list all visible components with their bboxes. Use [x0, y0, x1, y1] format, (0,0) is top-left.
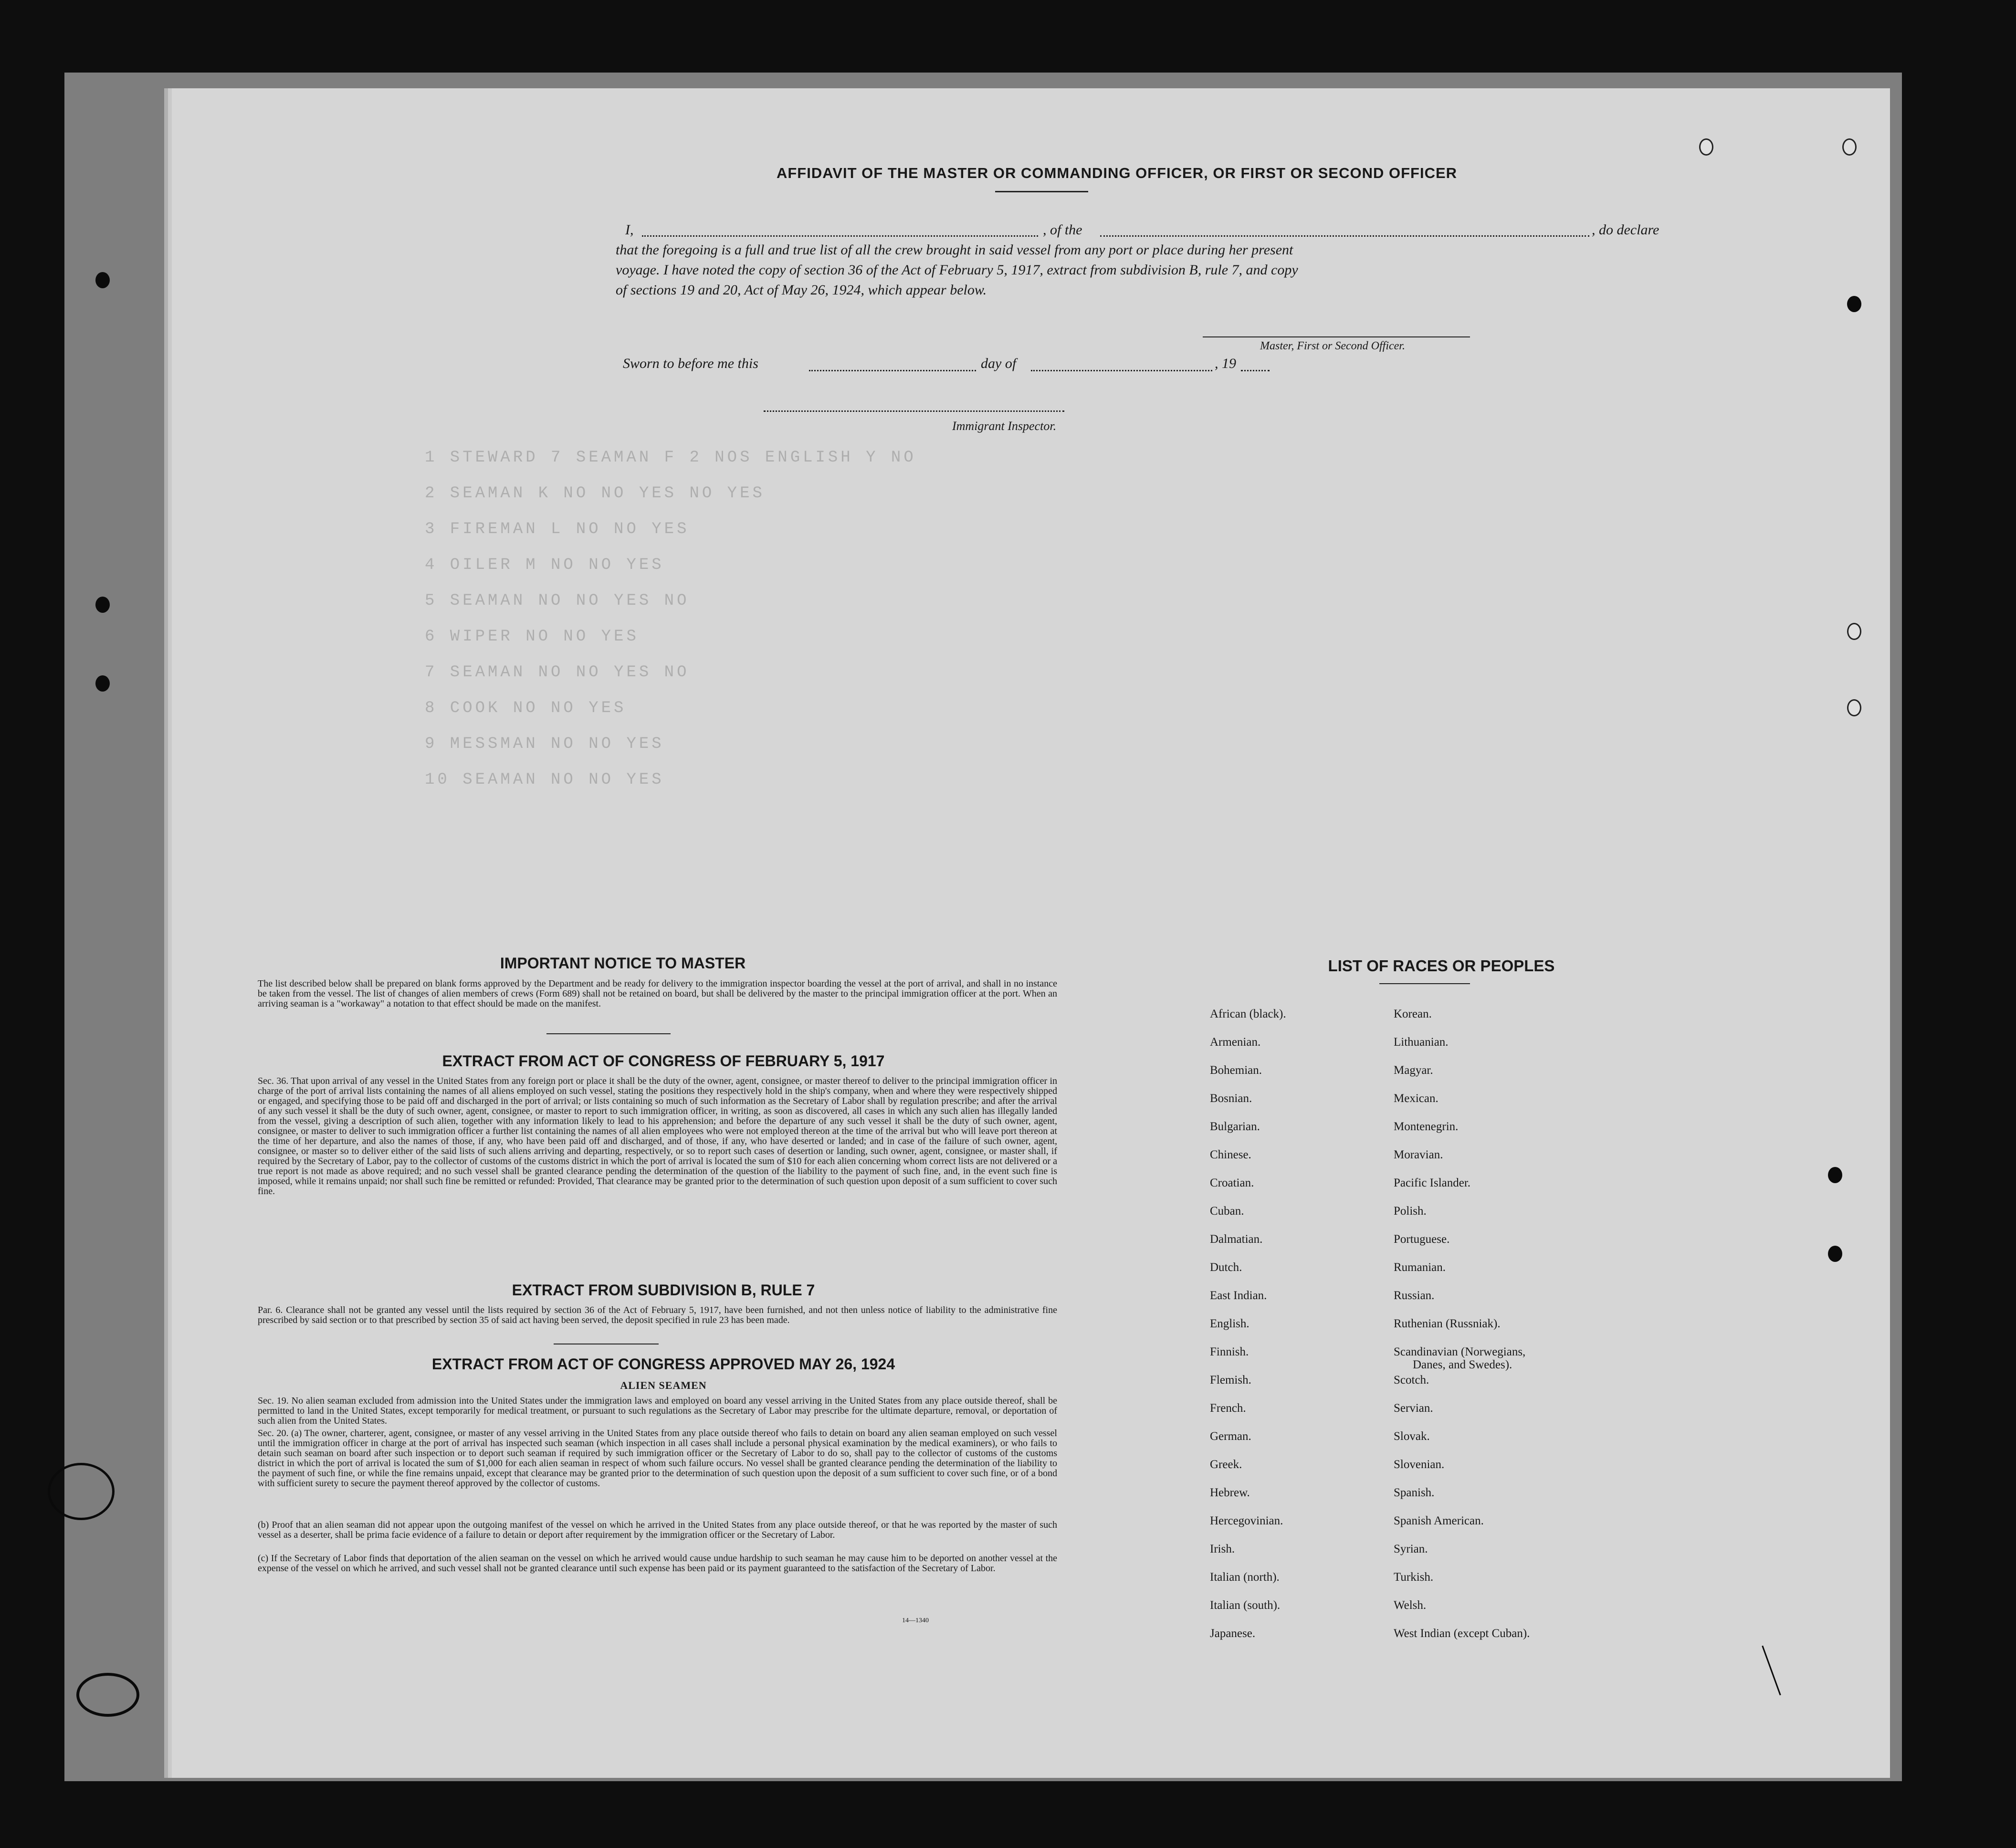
subdivision-b-body: Par. 6. Clearance shall not be granted any vessel until the lists required by section 36 of the Act of February 5, 1917, have been furnished, and not then unless notice of liability to the administrative fine prescribed by said section or to that prescribed by section 35 of said act having been served, the deposit specified in rule 23 has been made.	[258, 1305, 1057, 1325]
race-item: East Indian.	[1210, 1289, 1267, 1302]
race-item: Spanish.	[1394, 1486, 1435, 1499]
inspector-signature-line[interactable]	[764, 410, 1064, 412]
race-item: Dalmatian.	[1210, 1233, 1263, 1246]
sworn-day-blank[interactable]	[809, 370, 976, 371]
races-column-2	[1394, 1000, 1530, 1648]
race-item: Moravian.	[1394, 1148, 1443, 1161]
master-signature-label: Master, First or Second Officer.	[1260, 340, 1405, 352]
punch-hole	[95, 597, 110, 613]
race-item: Italian (south).	[1210, 1599, 1281, 1612]
handwritten-mark	[76, 1673, 139, 1717]
punch-hole	[95, 272, 110, 288]
race-item: Servian.	[1394, 1402, 1433, 1415]
race-item: Irish.	[1210, 1543, 1235, 1555]
punch-hole	[1847, 699, 1861, 716]
race-item: Scotch.	[1394, 1374, 1429, 1386]
punch-hole	[1828, 1246, 1842, 1262]
race-item	[1394, 1338, 1530, 1371]
race-item: Bosnian.	[1210, 1092, 1252, 1105]
master-signature-line[interactable]	[1203, 336, 1470, 337]
sworn-year-blank[interactable]	[1241, 370, 1270, 371]
handwritten-mark	[48, 1463, 115, 1520]
race-item: Syrian.	[1394, 1543, 1428, 1555]
race-item: German.	[1210, 1430, 1251, 1443]
race-item: Croatian.	[1210, 1176, 1254, 1189]
race-item: French.	[1210, 1402, 1246, 1415]
race-item: Mexican.	[1394, 1092, 1438, 1105]
race-item: Hercegovinian.	[1210, 1514, 1283, 1527]
affidavit-title: AFFIDAVIT OF THE MASTER OR COMMANDING OFFICER, OR FIRST OR SECOND OFFICER	[776, 165, 1458, 181]
punch-hole	[1842, 138, 1857, 156]
divider	[546, 1033, 671, 1034]
sworn-month-blank[interactable]	[1031, 370, 1212, 371]
race-item: Flemish.	[1210, 1374, 1251, 1386]
extract-1924-sec20a: Sec. 20. (a) The owner, charterer, agent, consignee, or master of any vessel arriving in the United States from any place outside thereof who fails to detain on board any alien seaman employed on such vessel until the immigration officer in charge at the port of arrival has inspected such seaman (which inspection in all cases shall include a personal physical examination by the medical examiners), or who fails to detain such seaman on board after such inspection or to deport such seaman if required by such immigration officer or the Secretary of Labor to do so, shall pay to the collector of customs of the customs district in which the port of arrival is located the sum of $1,000 for each alien seaman in respect of whom such failure occurs. No vessel shall be granted clearance pending the determination of the liability to the payment of such fine, or while the fine remains unpaid, except that clearance may be granted prior to the determination of such question upon the deposit of a sum sufficient to cover such fine, or of a bond with sufficient surety to secure the payment thereof approved by the collector of customs.	[258, 1428, 1057, 1489]
punch-hole	[1828, 1167, 1842, 1183]
race-item: Rumanian.	[1394, 1261, 1446, 1274]
race-item: Lithuanian.	[1394, 1036, 1449, 1049]
sworn-label: Sworn to before me this	[623, 356, 758, 371]
ghost-row: 8 COOK NO NO YES	[425, 699, 627, 717]
name-blank[interactable]	[642, 235, 1038, 237]
race-item: Slovak.	[1394, 1430, 1430, 1443]
extract-1917-title: EXTRACT FROM ACT OF CONGRESS OF FEBRUARY 5, 1917	[442, 1052, 885, 1070]
extract-1924-sec20c: (c) If the Secretary of Labor finds that deportation of the alien seaman on the vessel on which he arrived would cause undue hardship to such seaman he may cause him to be deported on another vessel at the expense of the vessel on which he arrived, and such vessel shall not be granted clearance until such expense has been paid or its payment guaranteed to the satisfaction of the Secretary of Labor.	[258, 1553, 1057, 1574]
race-item: Pacific Islander.	[1394, 1176, 1471, 1189]
race-item: Chinese.	[1210, 1148, 1251, 1161]
extract-1917-body: Sec. 36. That upon arrival of any vessel in the United States from any foreign port or place it shall be the duty of the owner, agent, consignee, or master thereof to deliver to the principal immigration officer in charge of the port of arrival lists containing the names of all aliens employed on such vessel, stating the positions they respectively hold in the ship's company, when and where they were respectively shipped or engaged, and specifying those to be paid off and discharged in the port of arrival; or lists containing so much of such information as the Secretary of Labor shall by regulation prescribe; and after the arrival of any such vessel it shall be the duty of such owner, agent, consignee, or master to report to such immigration officer, in writing, as soon as discovered, all cases in which any such alien has illegally landed from the vessel, giving a description of such alien, together with any information likely to lead to his apprehension; and before the departure of any such vessel it shall be the duty of such owner, agent, consignee, or master to deliver to such immigration officer a further list containing the names of all alien employees who were not employed thereon at the time of the arrival but who will leave port thereon at the time of her departure, and also the names of those, if any, who have been paid off and discharged, and of those, if any, who have deserted or landed; and in case of the failure of such owner, agent, consignee, or master so to deliver either of the said lists of such aliens arriving and departing, respectively, or so to report such cases of desertion or landing, such owner, agent, consignee, or master shall, if required by the Secretary of Labor, pay to the collector of customs of the customs district in which the port of arrival is located the sum of $10 for each alien concerning whom correct lists are not delivered or a true report is not made as above required; and no such vessel shall be granted clearance pending the determination of the question of the liability to the payment of such fine, and, in the event such fine is imposed, while it remains unpaid; nor shall such fine be remitted or refunded: Provided, That clearance may be granted prior to the determination of such question upon deposit of a sum sufficient to cover such fine.	[258, 1076, 1057, 1197]
race-item: Hebrew.	[1210, 1486, 1250, 1499]
ghost-row: 6 WIPER NO NO YES	[425, 628, 639, 646]
race-item: Greek.	[1210, 1458, 1242, 1471]
race-item: African (black).	[1210, 1008, 1286, 1020]
race-item: Slovenian.	[1394, 1458, 1445, 1471]
affidavit-line3: voyage. I have noted the copy of section 36 of the Act of February 5, 1917, extract from subdivision B, rule 7, and copy	[616, 262, 1298, 278]
race-item: Finnish.	[1210, 1345, 1249, 1358]
notice-body: The list described below shall be prepared on blank forms approved by the Department and be ready for delivery to the immigration inspector boarding the vessel at the port of arrival, and shall in no instance be taken from the vessel. The list of changes of alien members of crews (Form 689) shall not be retained on board, but shall be delivered by the master to the principal immigration officer at the port. When an arriving seaman is a "workaway" a notation to that effect should be made on the manifest.	[258, 978, 1057, 1009]
race-item: Portuguese.	[1394, 1233, 1450, 1246]
race-item: Welsh.	[1394, 1599, 1427, 1612]
ghost-row: 3 FIREMAN L NO NO YES	[425, 520, 690, 538]
ghost-row: 10 SEAMAN NO NO YES	[425, 771, 664, 789]
race-item: Polish.	[1394, 1205, 1427, 1218]
affidavit-i: I,	[625, 222, 634, 238]
form-number: 14—1340	[902, 1617, 929, 1624]
ghost-row: 5 SEAMAN NO NO YES NO	[425, 592, 690, 610]
ghost-row: 7 SEAMAN NO NO YES NO	[425, 663, 690, 682]
inspector-label: Immigrant Inspector.	[952, 419, 1057, 433]
race-item: Armenian.	[1210, 1036, 1261, 1049]
extract-1924-sec19: Sec. 19. No alien seaman excluded from admission into the United States under the immigration laws and employed on board any vessel arriving in the United States from any place outside thereof, shall be permitted to land in the United States, except temporarily for medical treatment, or pursuant to such regulations as the Secretary of Labor may prescribe for the ultimate departure, removal, or deportation of such alien from the United States.	[258, 1396, 1057, 1426]
extract-1924-sec20b: (b) Proof that an alien seaman did not appear upon the outgoing manifest of the vessel on which he arrived in the United States from any place outside thereof, or that he was reported by the master of such vessel as a deserter, shall be prima facie evidence of a failure to detain or deport after requirement by the immigration officer or the Secretary of Labor.	[258, 1520, 1057, 1540]
alien-seamen-subtitle: ALIEN SEAMEN	[620, 1379, 707, 1391]
race-item: Montenegrin.	[1394, 1120, 1459, 1133]
notice-title: IMPORTANT NOTICE TO MASTER	[500, 955, 746, 972]
race-item: Bohemian.	[1210, 1064, 1262, 1077]
ghost-row: 2 SEAMAN K NO NO YES NO YES	[425, 484, 765, 503]
ghost-row: 9 MESSMAN NO NO YES	[425, 735, 664, 753]
race-item: Bulgarian.	[1210, 1120, 1260, 1133]
affidavit-of-the: , of the	[1043, 222, 1082, 238]
affidavit-line2: that the foregoing is a full and true list of all the crew brought in said vessel from any port or place during her present	[616, 242, 1293, 258]
ghost-row: 1 STEWARD 7 SEAMAN F 2 NOS ENGLISH Y NO	[425, 449, 916, 467]
year-label: , 19	[1215, 356, 1236, 371]
ghost-row: 4 OILER M NO NO YES	[425, 556, 664, 574]
race-item: Dutch.	[1210, 1261, 1242, 1274]
race-item: English.	[1210, 1317, 1250, 1330]
punch-hole	[1847, 623, 1861, 640]
race-item: Spanish American.	[1394, 1514, 1484, 1527]
race-item: Turkish.	[1394, 1571, 1434, 1584]
document-page	[172, 88, 1890, 1778]
race-item: Russian.	[1394, 1289, 1435, 1302]
title-underline	[995, 191, 1088, 192]
subdivision-b-title: EXTRACT FROM SUBDIVISION B, RULE 7	[512, 1281, 815, 1299]
race-item: Cuban.	[1210, 1205, 1244, 1218]
punch-hole	[1847, 296, 1861, 312]
race-item: Magyar.	[1394, 1064, 1433, 1077]
race-item: Italian (north).	[1210, 1571, 1280, 1584]
race-item: Ruthenian (Russniak).	[1394, 1317, 1501, 1330]
punch-hole	[1699, 138, 1713, 156]
day-of-label: day of	[981, 356, 1017, 371]
races-title: LIST OF RACES OR PEOPLES	[1328, 957, 1555, 975]
punch-hole	[95, 675, 110, 692]
race-item-continuation: Danes, and Swedes).	[1413, 1358, 1512, 1371]
extract-1924-title: EXTRACT FROM ACT OF CONGRESS APPROVED MAY 26, 1924	[431, 1355, 895, 1373]
affidavit-line4: of sections 19 and 20, Act of May 26, 1924, which appear below.	[616, 282, 987, 298]
affidavit-declare: , do declare	[1592, 222, 1659, 238]
races-underline	[1379, 983, 1470, 984]
race-item-line: Scandinavian (Norwegians,	[1394, 1345, 1526, 1358]
races-column-1	[1210, 1000, 1286, 1648]
vessel-blank[interactable]	[1100, 235, 1589, 237]
race-item: Korean.	[1394, 1008, 1432, 1020]
race-item: West Indian (except Cuban).	[1394, 1627, 1530, 1640]
handwritten-tick	[1762, 1646, 1781, 1695]
race-item: Japanese.	[1210, 1627, 1256, 1640]
